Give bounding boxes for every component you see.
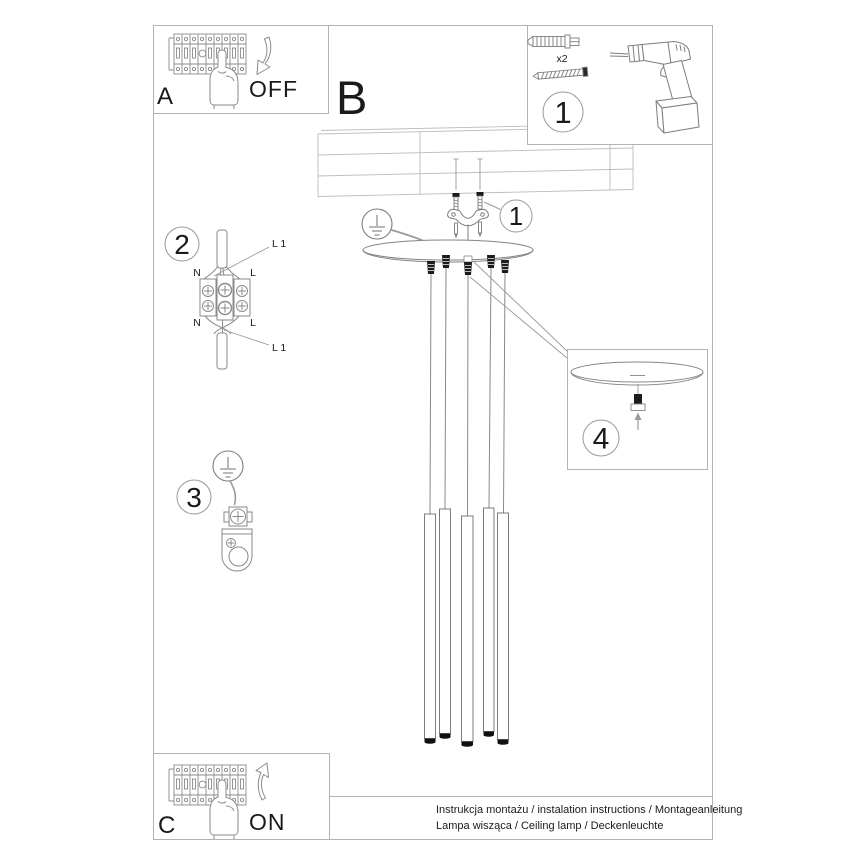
- wiring-diagram: [165, 227, 286, 369]
- footer: [436, 804, 742, 832]
- breaker-panel-icon: [169, 34, 246, 74]
- pendant-tube: [440, 509, 451, 739]
- box-tools: [528, 26, 713, 145]
- callout-1-leader: [484, 202, 501, 210]
- pendant-tube: [462, 516, 474, 747]
- section-label-b: B: [336, 71, 368, 124]
- terminal-block: [200, 275, 250, 320]
- arrow-down-icon: [257, 37, 271, 75]
- section-label-a: A: [157, 83, 174, 110]
- pendant-tubes: [425, 508, 509, 747]
- lamp-holder: [222, 529, 252, 571]
- earth-wire: [230, 481, 235, 505]
- earthing-diagram: [177, 451, 252, 571]
- label-l1-top: L 1: [272, 238, 287, 250]
- label-l1-bottom: L 1: [272, 342, 287, 354]
- label-l-bottom: L: [250, 317, 256, 329]
- pendant-tube: [425, 514, 436, 744]
- ground-symbol-icon: [362, 209, 392, 239]
- cord-grip: [427, 261, 435, 274]
- box-breaker-off: [157, 34, 298, 110]
- cord-grip: [501, 260, 509, 273]
- drill-hole-marks: [454, 159, 483, 190]
- cord-grip-center: [464, 256, 472, 275]
- label-n-bottom: N: [193, 317, 201, 329]
- label-n-top: N: [193, 267, 201, 279]
- label-l-top: L: [250, 267, 256, 279]
- label-on: ON: [249, 809, 286, 835]
- label-off: OFF: [249, 76, 298, 102]
- step-4-number: 4: [592, 422, 610, 456]
- section-label-c: C: [158, 812, 176, 839]
- qty-label: x2: [556, 53, 568, 65]
- step-3-number: 3: [186, 482, 202, 513]
- box-breaker-on: [158, 763, 286, 839]
- cord-grip: [487, 255, 495, 268]
- mounting-bracket: [448, 209, 489, 243]
- step-2-number: 2: [174, 229, 190, 260]
- step-1-number: 1: [554, 95, 572, 130]
- box-canopy-detail: [568, 350, 708, 470]
- ground-symbol-icon: [213, 451, 243, 481]
- cord-grip: [442, 255, 450, 268]
- breaker-panel-icon: [169, 765, 246, 805]
- canopy-detail-callout-lines: [470, 261, 567, 358]
- earth-terminal: [224, 507, 252, 526]
- pendant-cables: [430, 268, 505, 516]
- mounting-assembly: [362, 192, 567, 747]
- pendant-tube: [498, 513, 509, 745]
- l1-bottom-leader: [224, 330, 269, 345]
- arrow-up-icon: [256, 763, 269, 800]
- callout-1-number: 1: [508, 201, 524, 231]
- pendant-tube: [484, 508, 495, 737]
- footer-line-1: Instrukcja montażu / instalation instructions / Montageanleitung: [436, 804, 743, 816]
- footer-line-2: Lampa wisząca / Ceiling lamp / Deckenleuchte: [436, 820, 664, 832]
